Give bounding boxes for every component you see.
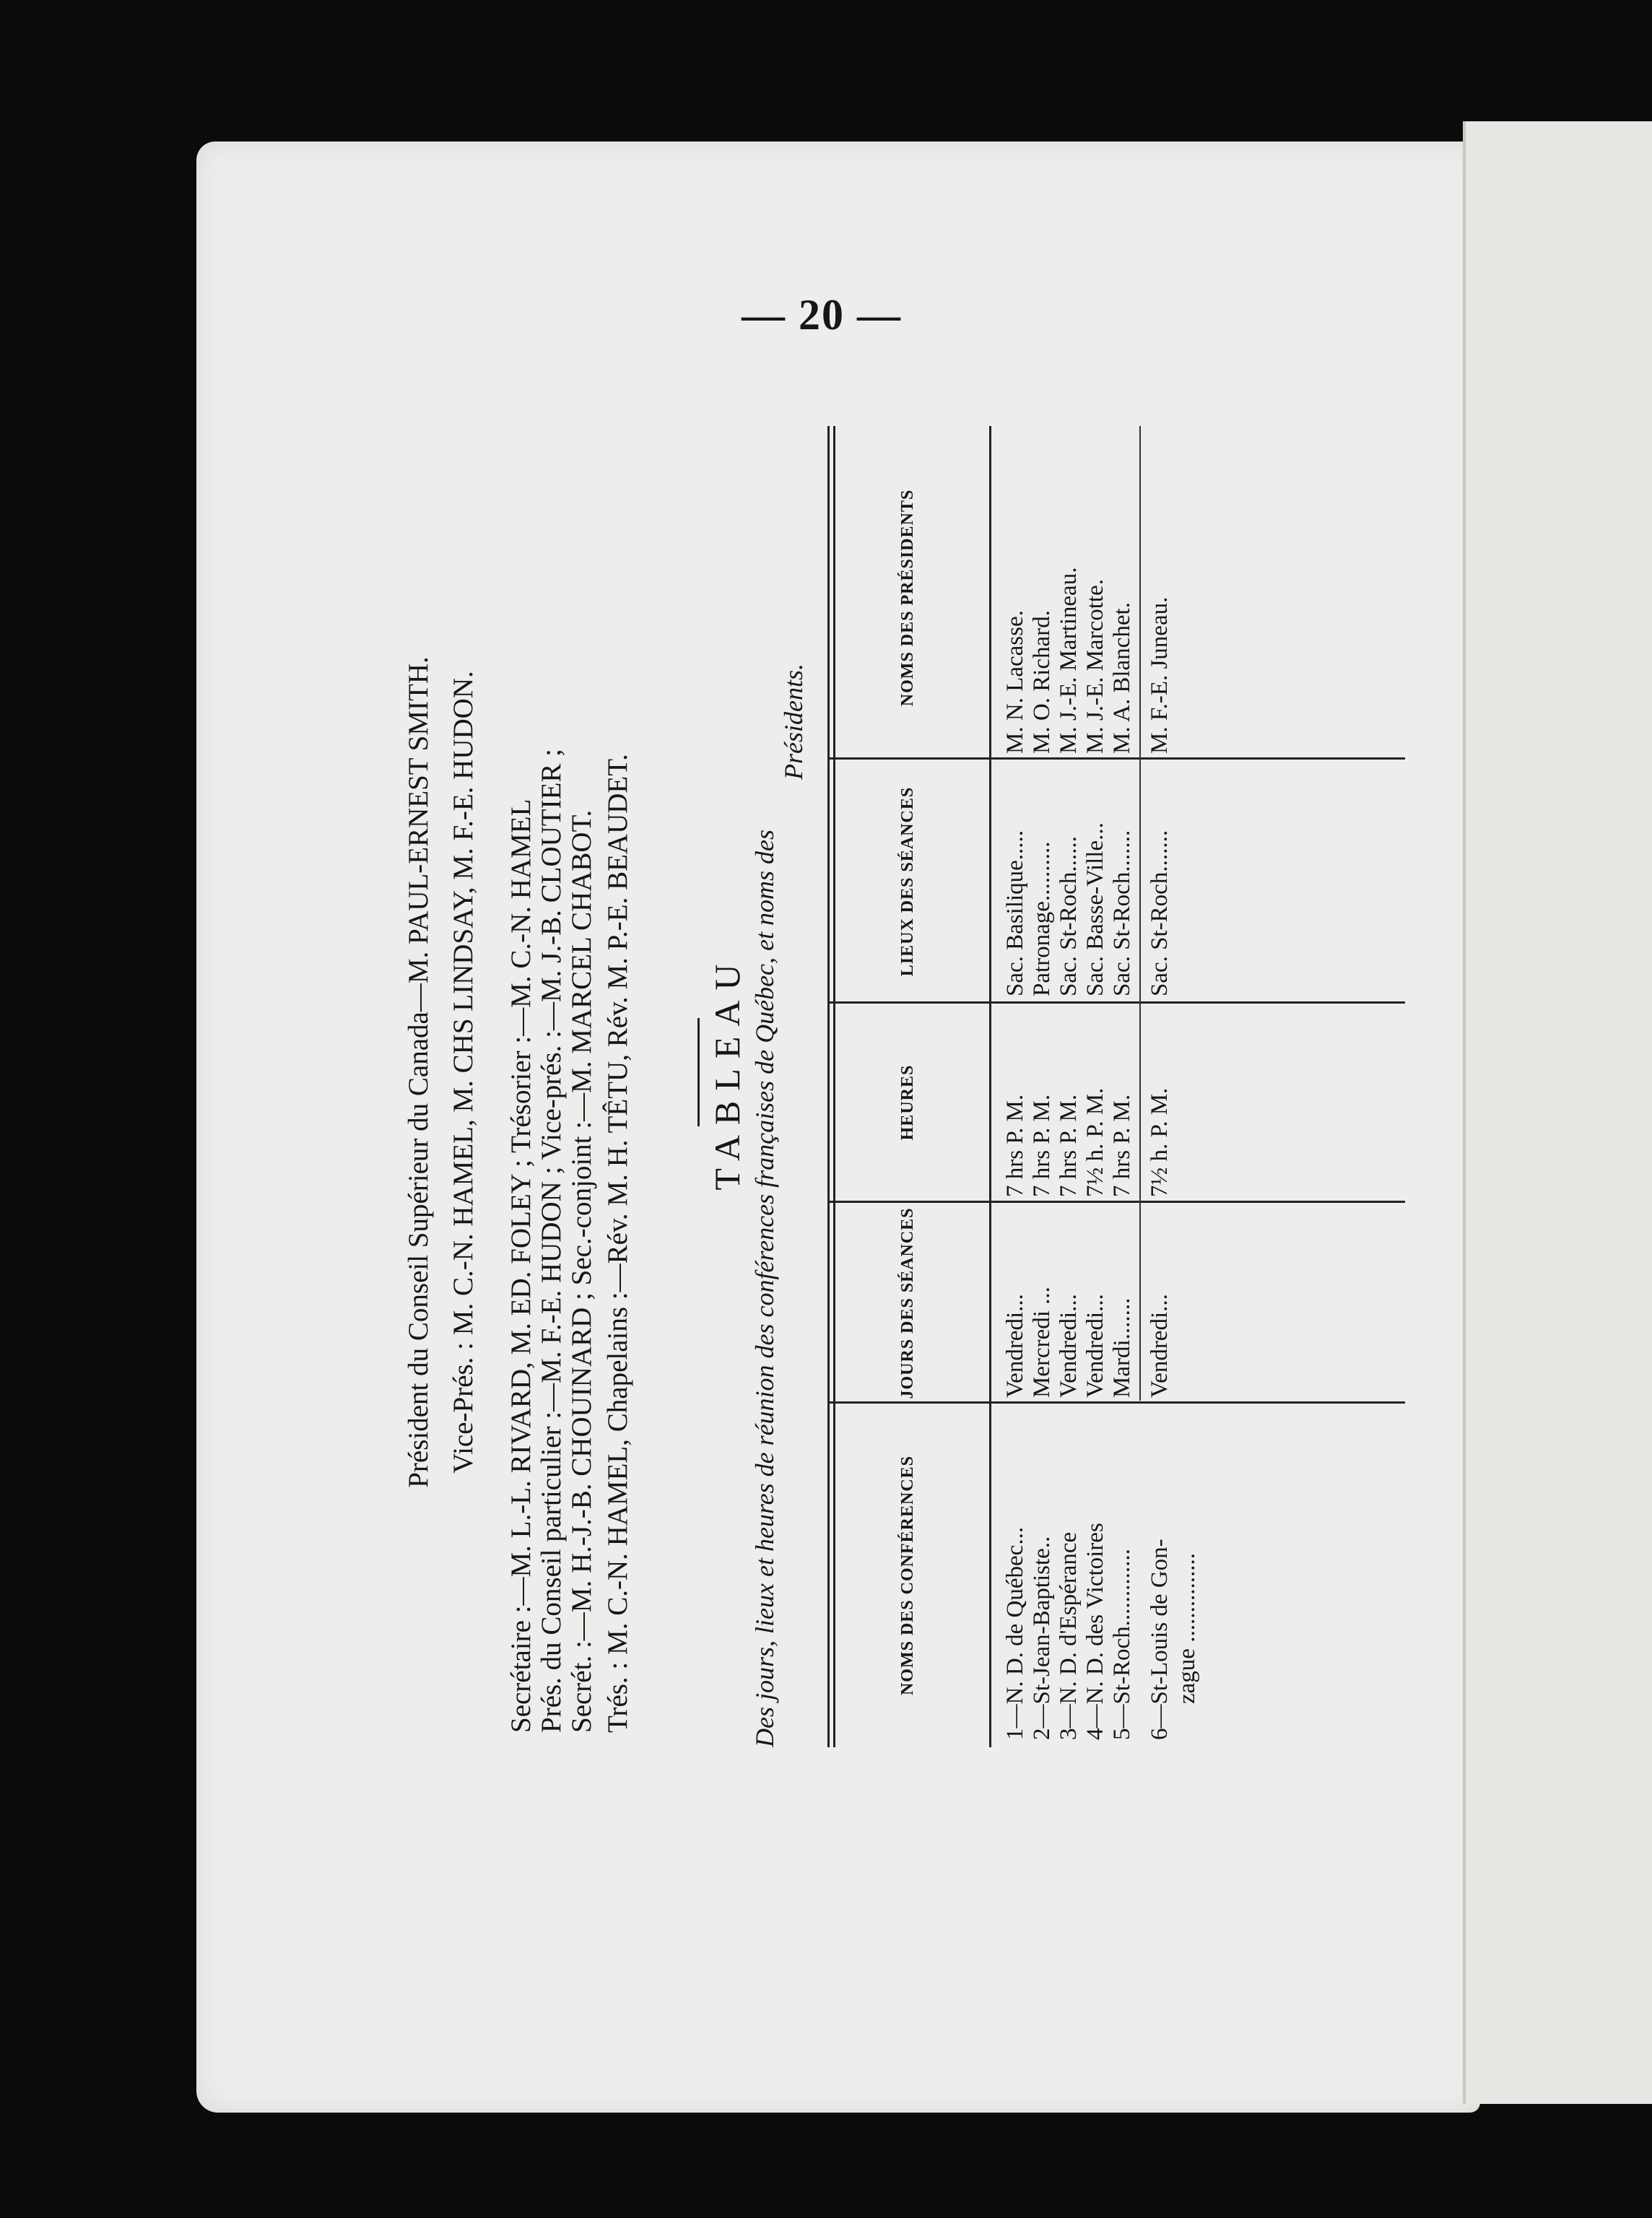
- row-3-conference: 3—N. D. d'Espérance: [1056, 1531, 1082, 1740]
- row-3-lieu: Sac. St-Roch......: [1056, 836, 1082, 996]
- row-1-heure: 7 hrs P. M.: [1002, 1094, 1028, 1197]
- row-6-jour: Vendredi...: [1147, 1294, 1173, 1398]
- facing-page-edge: [1463, 121, 1652, 2104]
- row-separator: [1139, 426, 1141, 1401]
- row-4-jour: Vendredi...: [1082, 1294, 1108, 1398]
- row-1-jour: Vendredi...: [1002, 1294, 1028, 1398]
- officer-line-4: Prés. du Conseil particulier :—M. F.-E. HUDON ; Vice-prés. :—M. J.-B. CLOUTIER ;: [536, 748, 567, 1733]
- row-2-lieu: Patronage..........: [1029, 841, 1055, 996]
- row-6-conference: 6—St-Louis de Gon-: [1147, 1539, 1173, 1740]
- row-5-president: M. A. Blanchet.: [1109, 602, 1135, 754]
- officer-line-1: Président du Conseil Supérieur du Canada—M. PAUL-ERNEST SMITH.: [403, 656, 434, 1488]
- row-6-conference-cont: zague ...............: [1174, 1553, 1200, 1704]
- row-1-conference: 1—N. D. de Québec...: [1002, 1526, 1028, 1740]
- row-6-president: M. F.-E. Juneau.: [1147, 596, 1173, 754]
- column-rule: [827, 1001, 1405, 1004]
- row-1-president: M. N. Lacasse.: [1002, 610, 1028, 754]
- tableau-title: TABLEAU: [707, 954, 747, 1191]
- column-rule: [827, 1201, 1405, 1203]
- row-5-heure: 7 hrs P. M.: [1109, 1094, 1135, 1197]
- row-4-president: M. J.-E. Marcotte.: [1082, 579, 1108, 754]
- column-rule: [827, 757, 1405, 760]
- row-1-lieu: Sac. Basilique.....: [1002, 830, 1028, 996]
- header-lieux: LIEUX DES SÉANCES: [898, 786, 917, 977]
- officer-line-6: Trés. : M. C.-N. HAMEL, Chapelains :—Rév. M. H. TÊTU, Rév. M. P.-E. BEAUDET.: [602, 754, 633, 1733]
- officer-line-2: Vice-Prés. : M. C.-N. HAMEL, M. CHS LINDSAY, M. F.-E. HUDON.: [448, 671, 479, 1474]
- tableau-caption: [751, 397, 808, 1747]
- officer-line-5: Secrét. :—M. H.-J.-B. CHOUINARD ; Sec.-conjoint :—M. MARCEL CHABOT.: [566, 809, 597, 1733]
- row-2-conference: 2—St-Jean-Baptiste..: [1029, 1536, 1055, 1740]
- header-conferences: NOMS DES CONFÉRENCES: [898, 1455, 917, 1696]
- row-2-president: M. O. Richard.: [1029, 610, 1055, 754]
- row-3-heure: 7 hrs P. M.: [1056, 1094, 1082, 1197]
- row-5-lieu: Sac. St-Roch.......: [1109, 830, 1135, 996]
- page-number: — 20 —: [742, 291, 902, 339]
- rotated-text-block: [404, 397, 1278, 1747]
- caption-line-2: Présidents.: [778, 664, 808, 780]
- row-3-jour: Vendredi...: [1056, 1294, 1082, 1398]
- row-4-heure: 7½ h. P. M.: [1082, 1087, 1108, 1197]
- row-5-conference: 5—St-Roch.............: [1109, 1549, 1135, 1740]
- header-jours: JOURS DES SÉANCES: [898, 1207, 917, 1399]
- header-heures: HEURES: [898, 1064, 917, 1141]
- row-5-jour: Mardi.......: [1109, 1297, 1135, 1398]
- caption-line-1: Des jours, lieux et heures de réunion des conférences françaises de Québec, et noms des: [750, 829, 779, 1747]
- row-4-lieu: Sac. Basse-Ville...: [1082, 822, 1108, 996]
- header-presidents: NOMS DES PRÉSIDENTS: [898, 489, 917, 707]
- officer-line-3: Secrétaire :—M. L.-L. RIVARD, M. ED. FOLEY ; Trésorier :—M. C.-N. HAMEL: [505, 799, 536, 1733]
- row-4-conference: 4—N. D. des Victoires: [1082, 1523, 1108, 1740]
- row-2-heure: 7 hrs P. M.: [1029, 1094, 1055, 1197]
- title-rule: [697, 1018, 700, 1126]
- header-rule: [989, 426, 991, 1747]
- row-6-lieu: Sac. St-Roch.......: [1147, 830, 1173, 996]
- row-3-president: M. J.-E. Martineau.: [1056, 567, 1082, 754]
- row-2-jour: Mercredi ...: [1029, 1287, 1055, 1398]
- row-6-heure: 7½ h. P. M.: [1147, 1087, 1173, 1197]
